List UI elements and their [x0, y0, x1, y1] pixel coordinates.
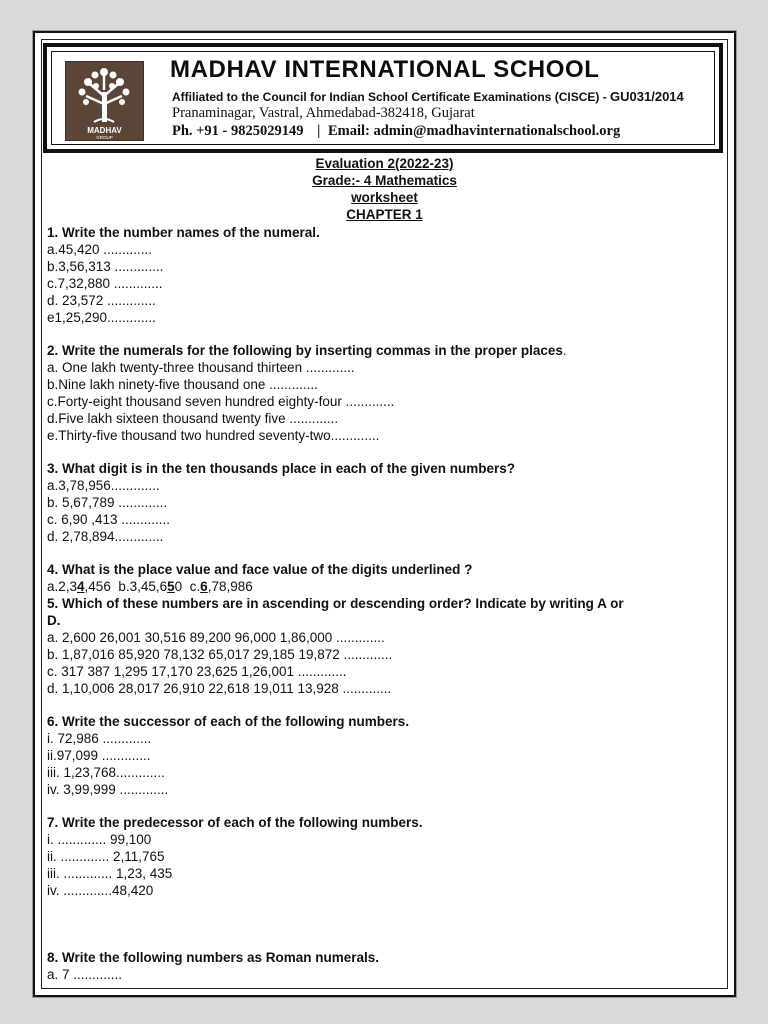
- q6-item-iv: iv. 3,99,999 .............: [47, 782, 169, 797]
- q1-item-b: b.3,56,313 .............: [47, 259, 164, 274]
- q7-item-iv: iv. .............48,420: [47, 883, 154, 898]
- tree-logo-icon: [66, 62, 143, 140]
- q4-c-underlined-digit: 6: [200, 579, 208, 594]
- school-logo: [65, 61, 144, 141]
- q7-item-i: i. ............. 99,100: [47, 832, 152, 847]
- q1-item-e: e1,25,290.............: [47, 310, 156, 325]
- q4-b-pre: b.3,45,6: [118, 579, 168, 594]
- q3-item-a: a.3,78,956.............: [47, 478, 160, 493]
- q8-item-a: a. 7 .............: [47, 967, 123, 982]
- question-1: 1. Write the number names of the numeral.: [47, 225, 320, 240]
- question-5-line-1: 5. Which of these numbers are in ascending or descending order? Indicate by writing A or: [47, 596, 624, 611]
- q5-item-a: a. 2,600 26,001 30,516 89,200 96,000 1,86,000 .............: [47, 630, 385, 645]
- q2-item-d: d.Five lakh sixteen thousand twenty five .............: [47, 411, 339, 426]
- q5-item-b: b. 1,87,016 85,920 78,132 65,017 29,185 19,872 .............: [47, 647, 393, 662]
- logo-text: MADHAV: [87, 126, 122, 135]
- q3-item-d: d. 2,78,894.............: [47, 529, 164, 544]
- q4-b-underlined-digit: 5: [167, 579, 175, 594]
- q7-item-iii: iii. ............. 1,23, 435: [47, 866, 173, 881]
- school-header: [43, 43, 723, 153]
- q2-item-a: a. One lakh twenty-three thousand thirteen .............: [47, 360, 355, 375]
- q4-items: [47, 578, 727, 595]
- chapter-title: CHAPTER 1: [346, 207, 423, 222]
- evaluation-title: Evaluation 2(2022-23): [315, 156, 454, 171]
- email-address: Email: admin@madhavinternationalschool.org: [327, 123, 621, 139]
- q3-item-c: c. 6,90 ,413 .............: [47, 512, 171, 527]
- question-2-text: 2. Write the numerals for the following by inserting commas in the proper places: [47, 343, 563, 358]
- q6-item-ii: ii.97,099 .............: [47, 748, 151, 763]
- q5-item-d: d. 1,10,006 28,017 26,910 22,618 19,011 13,928 .............: [47, 681, 392, 696]
- school-address: Pranaminagar, Vastral, Ahmedabad-382418, Gujarat: [172, 105, 475, 121]
- question-2: [47, 342, 727, 359]
- q1-item-d: d. 23,572 .............: [47, 293, 156, 308]
- question-8: 8. Write the following numbers as Roman numerals.: [47, 950, 380, 965]
- question-6: 6. Write the successor of each of the following numbers.: [47, 714, 410, 729]
- q3-item-b: b. 5,67,789 .............: [47, 495, 168, 510]
- q4-c-pre: c.: [189, 579, 201, 594]
- q1-item-c: c.7,32,880 .............: [47, 276, 163, 291]
- q4-c-post: ,78,986: [207, 579, 253, 594]
- question-5-line-2: D.: [47, 613, 61, 628]
- logo-subtext: GROUP: [96, 135, 113, 140]
- q2-item-c: c.Forty-eight thousand seven hundred eighty-four .............: [47, 394, 395, 409]
- school-name: MADHAV INTERNATIONAL SCHOOL: [170, 56, 600, 83]
- contact-line: [172, 123, 620, 140]
- contact-separator: |: [317, 123, 321, 139]
- question-7: 7. Write the predecessor of each of the following numbers.: [47, 815, 423, 830]
- q6-item-i: i. 72,986 .............: [47, 731, 152, 746]
- q1-item-a: a.45,420 .............: [47, 242, 153, 257]
- q4-a-underlined-digit: 4: [77, 579, 85, 594]
- worksheet-titles: [35, 155, 734, 223]
- affiliation-text: Affiliated to the Council for Indian School Certificate Examinations (CISCE) -: [172, 90, 607, 104]
- q5-item-c: c. 317 387 1,295 17,170 23,625 1,26,001 .............: [47, 664, 347, 679]
- phone-number: Ph. +91 - 9825029149: [172, 123, 304, 139]
- question-4: 4. What is the place value and face value of the digits underlined ?: [47, 562, 473, 577]
- affiliation-line: [172, 89, 684, 104]
- q4-a-pre: a.2,3: [47, 579, 78, 594]
- q2-item-b: b.Nine lakh ninety-five thousand one .............: [47, 377, 318, 392]
- worksheet-content: [47, 224, 727, 983]
- q7-item-ii: ii. ............. 2,11,765: [47, 849, 165, 864]
- question-3: 3. What digit is in the ten thousands place in each of the given numbers?: [47, 461, 516, 476]
- q4-b-post: 0: [174, 579, 190, 594]
- q4-a-post: ,456: [84, 579, 119, 594]
- affiliation-code: GU031/2014: [610, 89, 684, 104]
- q2-item-e: e.Thirty-five thousand two hundred seventy-two.............: [47, 428, 380, 443]
- grade-title: Grade:- 4 Mathematics: [312, 173, 457, 188]
- worksheet-label: worksheet: [351, 190, 418, 205]
- q6-item-iii: iii. 1,23,768.............: [47, 765, 165, 780]
- worksheet-page: [33, 31, 736, 997]
- question-2-period: .: [562, 343, 567, 358]
